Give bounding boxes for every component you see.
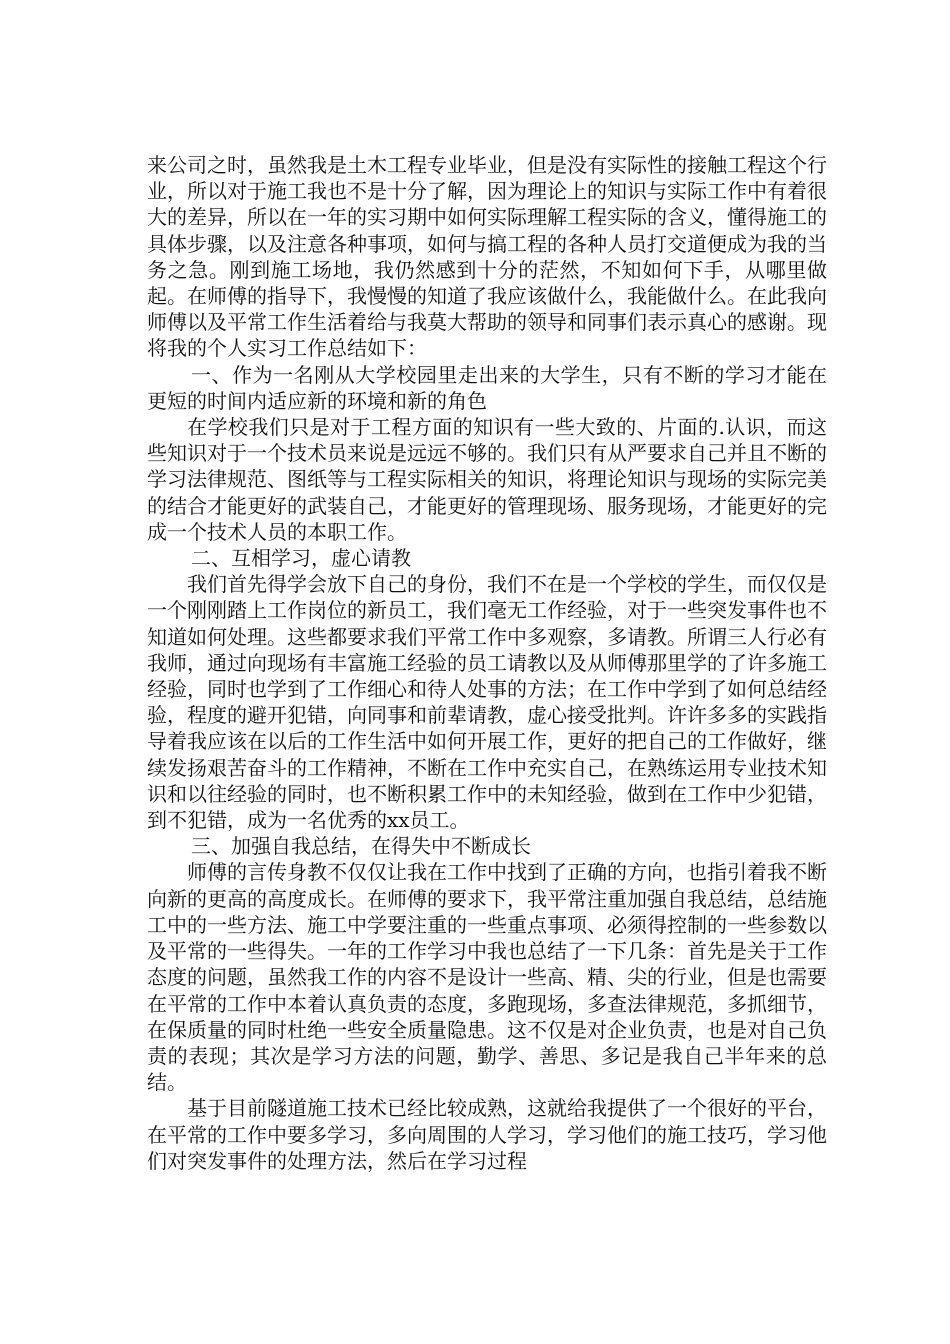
paragraph-section-3: 师傅的言传身教不仅仅让我在工作中找到了正确的方向，也指引着我不断向新的更高的高度成长。在师傅的要求下，我平常注重加强自我总结，总结施工中的一些方法、施工中学要注重的一些重点事项、必须得控制的一些参数以及平常的一些得失。一年的工作学习中我也总结了一下几条：首先是关于工作态度的问题，虽然我工作的内容不是设计一些高、精、尖的行业，但是也需要在平常的工作中本着认真负责的态度，多跑现场，多查法律规范，多抓细节，在保质量的同时杜绝一些安全质量隐患。这不仅是对企业负责，也是对自己负责的表现；其次是学习方法的问题，勤学、善思、多记是我自己半年来的总结。 xyxy=(147,860,827,1095)
paragraph-continuation: 基于目前隧道施工技术已经比较成熟，这就给我提供了一个很好的平台，在平常的工作中要多学习，多向周围的人学习，学习他们的施工技巧，学习他们对突发事件的处理方法，然后在学习过程 xyxy=(147,1096,827,1173)
section-heading-2: 二、互相学习，虚心请教 xyxy=(191,546,411,571)
section-heading-3: 三、加强自我总结，在得失中不断成长 xyxy=(191,834,531,859)
section-heading-1: 一、作为一名刚从大学校园里走出来的大学生，只有不断的学习才能在更短的时间内适应新的环境和新的角色 xyxy=(147,362,827,413)
paragraph-section-2: 我们首先得学会放下自己的身份，我们不在是一个学校的学生，而仅仅是一个刚刚踏上工作岗位的新员工，我们毫无工作经验，对于一些突发事件也不知道如何处理。这些都要求我们平常工作中多观察，多请教。所谓三人行必有我师，通过向现场有丰富施工经验的员工请教以及从师傅那里学的了许多施工经验，同时也学到了工作细心和待人处事的方法；在工作中学到了如何总结经验，程度的避开犯错，向同事和前辈请教，虚心接受批判。许许多多的实践指导着我应该在以后的工作生活中如何开展工作，更好的把自己的工作做好，继续发扬艰苦奋斗的工作精神，不断在工作中充实自己，在熟练运用专业技术知识和以往经验的同时，也不断积累工作中的未知经验，做到在工作中少犯错，到不犯错，成为一名优秀的xx员工。 xyxy=(147,572,827,833)
document-body xyxy=(147,152,827,1174)
paragraph-section-1: 在学校我们只是对于工程方面的知识有一些大致的、片面的.认识，而这些知识对于一个技术员来说是远远不够的。我们只有从严要求自己并且不断的学习法律规范、图纸等与工程实际相关的知识，将理论知识与现场的实际完美的结合才能更好的武装自己，才能更好的管理现场、服务现场，才能更好的完成一个技术人员的本职工作。 xyxy=(147,415,827,544)
paragraph-intro: 来公司之时，虽然我是土木工程专业毕业，但是没有实际性的接触工程这个行业，所以对于施工我也不是十分了解，因为理论上的知识与实际工作中有着很大的差异，所以在一年的实习期中如何实际理解工程实际的含义，懂得施工的具体步骤，以及注意各种事项，如何与搞工程的各种人员打交道便成为我的当务之急。刚到施工场地，我仍然感到十分的茫然，不知如何下手，从哪里做起。在师傅的指导下，我慢慢的知道了我应该做什么，我能做什么。在此我向师傅以及平常工作生活着给与我莫大帮助的领导和同事们表示真心的感谢。现将我的个人实习工作总结如下： xyxy=(147,153,827,361)
